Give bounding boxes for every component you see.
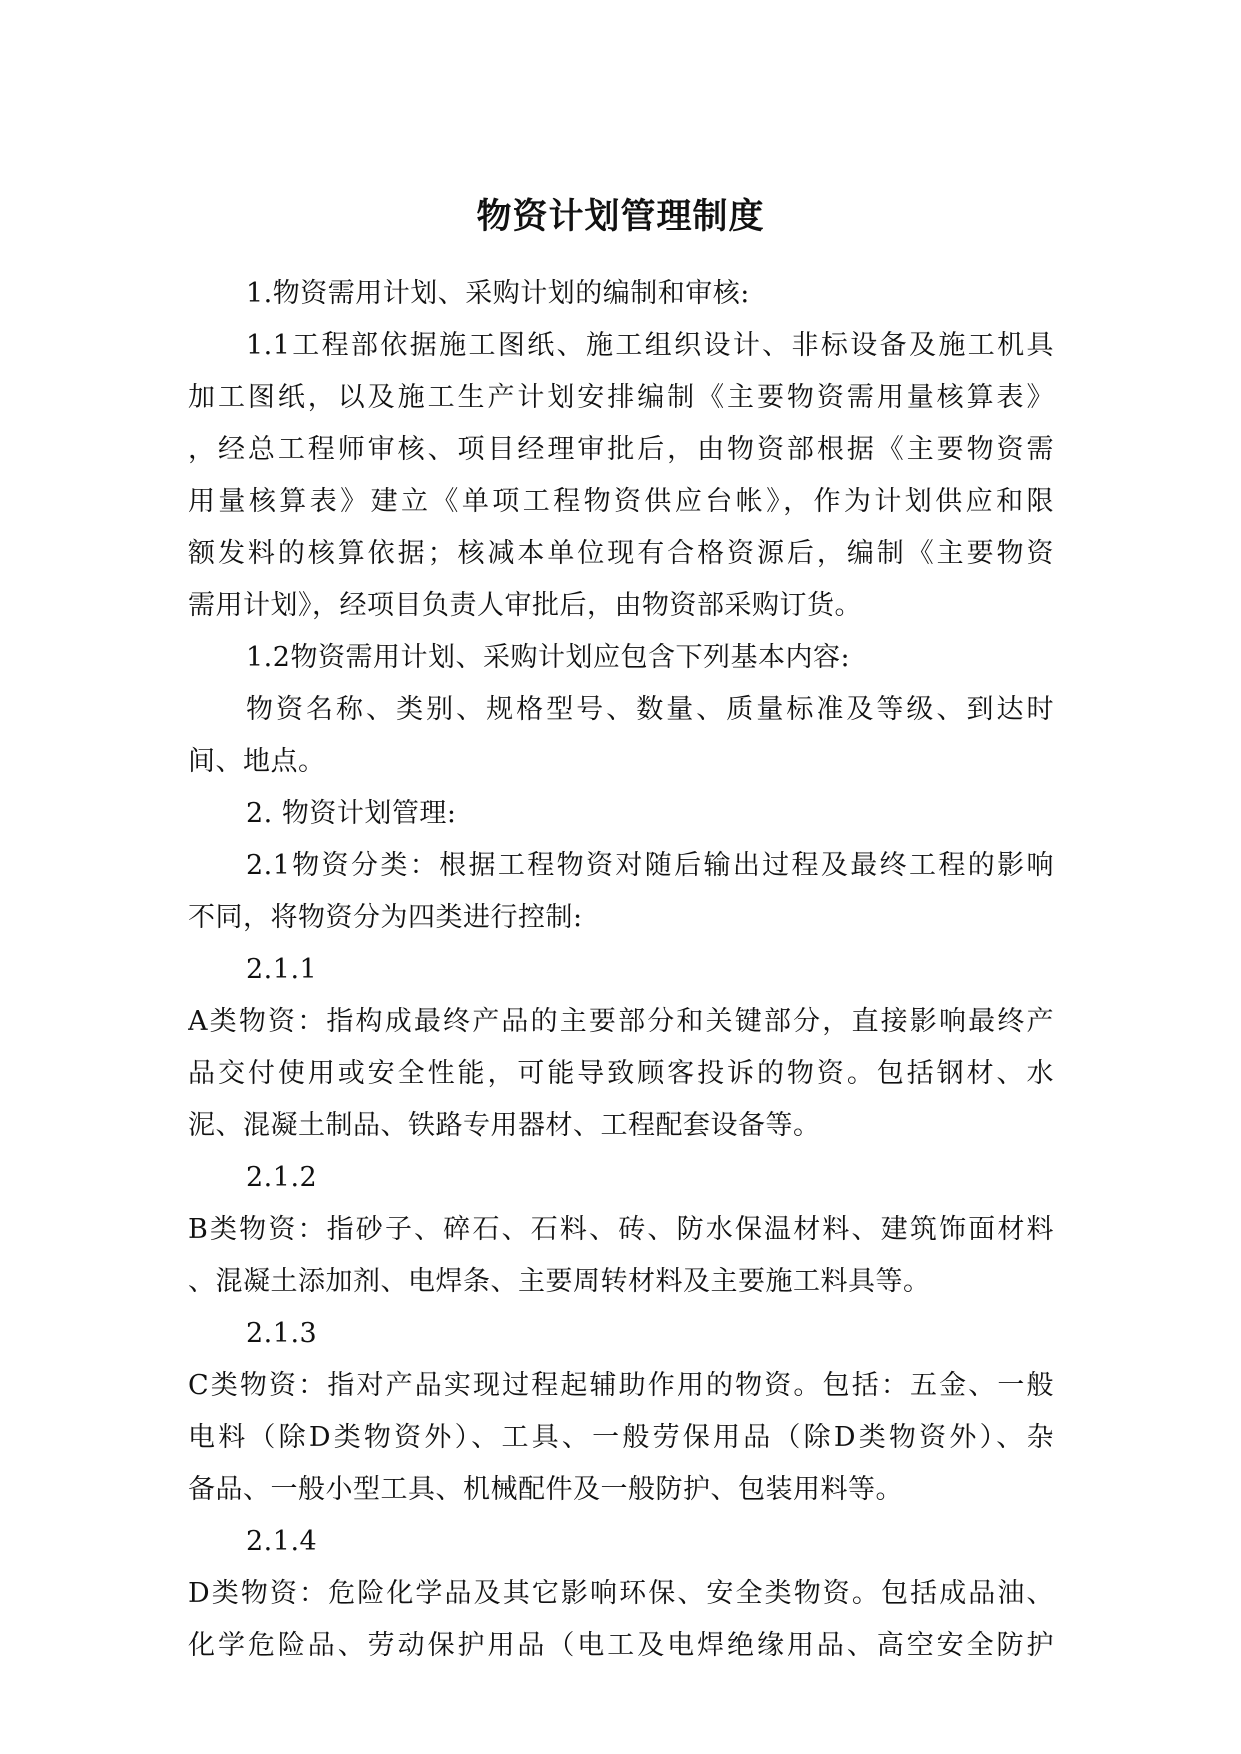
text-line: 1.1工程部依据施工图纸、施工组织设计、非标设备及施工机具	[246, 330, 1054, 361]
text-line: 2.1.2	[246, 1162, 318, 1193]
text-line: C类物资：指对产品实现过程起辅助作用的物资。包括：五金、一般	[188, 1370, 1054, 1401]
text-line: 化学危险品、劳动保护用品（电工及电焊绝缘用品、高空安全防护	[188, 1630, 1054, 1661]
text-line: 电料（除D类物资外）、工具、一般劳保用品（除D类物资外）、杂	[188, 1422, 1054, 1453]
text-line: A类物资：指构成最终产品的主要部分和关键部分，直接影响最终产	[188, 1006, 1054, 1037]
text-line: 泥、混凝土制品、铁路专用器材、工程配套设备等。	[188, 1110, 821, 1141]
text-line: 2.1.1	[246, 954, 318, 985]
text-line: 需用计划》，经项目负责人审批后，由物资部采购订货。	[188, 590, 862, 621]
document-body	[188, 268, 1054, 1672]
text-line: 2.1.4	[246, 1526, 318, 1557]
text-line: B类物资：指砂子、碎石、石料、砖、防水保温材料、建筑饰面材料	[188, 1214, 1054, 1245]
text-line: 、混凝土添加剂、电焊条、主要周转材料及主要施工料具等。	[188, 1266, 931, 1297]
text-line: 品交付使用或安全性能，可能导致顾客投诉的物资。包括钢材、水	[188, 1058, 1054, 1089]
text-line: 间、地点。	[188, 746, 326, 777]
text-line: 2. 物资计划管理:	[246, 798, 457, 829]
text-line: 加工图纸，以及施工生产计划安排编制《主要物资需用量核算表》	[188, 382, 1054, 413]
text-line: 备品、一般小型工具、机械配件及一般防护、包装用料等。	[188, 1474, 903, 1505]
text-line: 2.1物资分类：根据工程物资对随后输出过程及最终工程的影响	[246, 850, 1054, 881]
document-title: 物资计划管理制度	[476, 197, 765, 237]
text-line: 额发料的核算依据；核减本单位现有合格资源后，编制《主要物资	[188, 538, 1054, 569]
text-line: 用量核算表》建立《单项工程物资供应台帐》，作为计划供应和限	[188, 486, 1054, 517]
text-line: 不同，将物资分为四类进行控制:	[188, 902, 583, 933]
text-line: D类物资：危险化学品及其它影响环保、安全类物资。包括成品油、	[188, 1578, 1054, 1609]
text-line: 物资名称、类别、规格型号、数量、质量标准及等级、到达时	[246, 694, 1054, 725]
text-line: ，经总工程师审核、项目经理审批后，由物资部根据《主要物资需	[188, 434, 1054, 465]
text-line: 1.2物资需用计划、采购计划应包含下列基本内容:	[246, 642, 851, 673]
text-line: 1.物资需用计划、采购计划的编制和审核:	[246, 278, 750, 309]
text-line: 2.1.3	[246, 1318, 318, 1349]
